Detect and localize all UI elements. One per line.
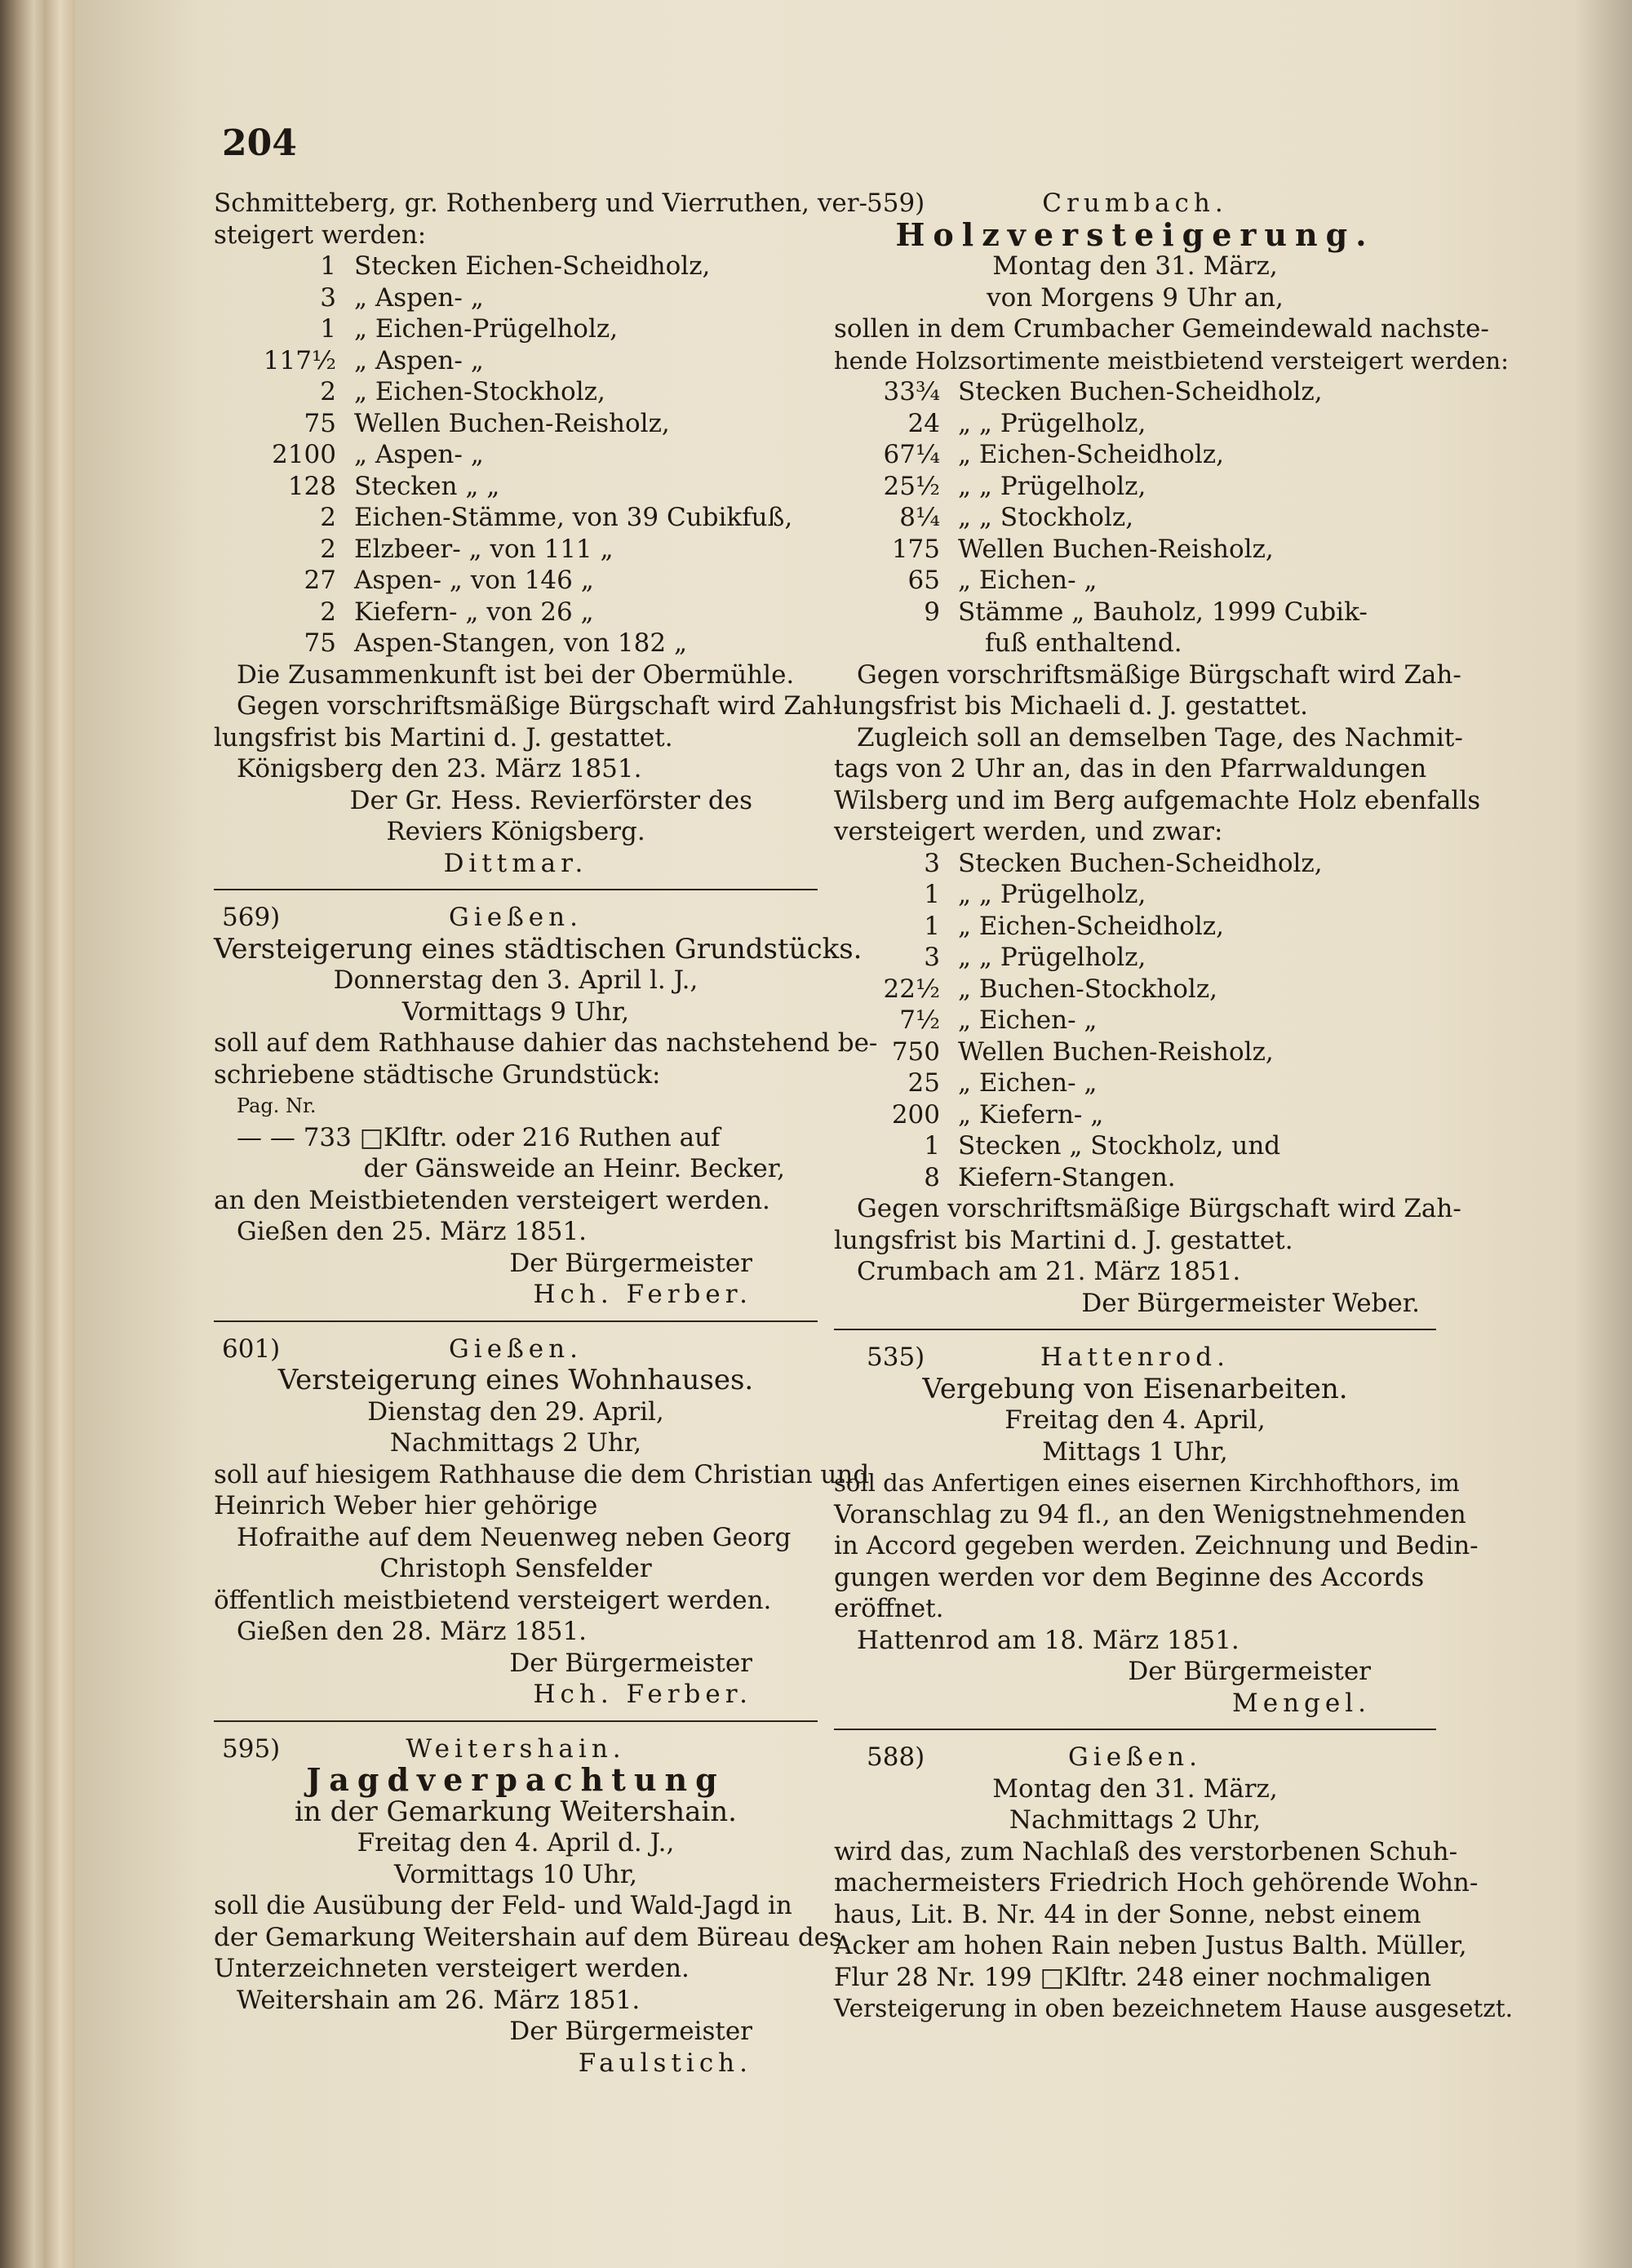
text-line: schriebene städtische Grundstück:: [214, 1059, 661, 1090]
lot-row: [834, 1099, 1436, 1131]
text-line: Zugleich soll an demselben Tage, des Nachmit-: [857, 722, 1463, 752]
divider: [214, 1720, 818, 1722]
text-line: der Gänsweide an Heinr. Becker,: [363, 1154, 785, 1183]
lot-description: Aspen-Stangen, von 182 „: [354, 628, 688, 658]
divider: [834, 1329, 1436, 1330]
text-line: Heinrich Weber hier gehörige: [214, 1491, 598, 1520]
lot-quantity: 2: [320, 377, 336, 406]
lot-row: [834, 879, 1436, 911]
lot-description: Wellen Buchen-Reisholz,: [958, 534, 1274, 564]
lot-row: [834, 408, 1436, 440]
signature-name: Hch. Ferber.: [533, 1680, 752, 1709]
text-line: soll das Anfertigen eines eisernen Kirchhofthors, im: [834, 1469, 1460, 1497]
lot-quantity: 8¼: [899, 503, 940, 532]
text-line: haus, Lit. B. Nr. 44 in der Sonne, nebst einem: [834, 1899, 1421, 1929]
text-line: Gießen den 28. März 1851.: [237, 1617, 588, 1646]
signature-line: Der Bürgermeister: [509, 1648, 752, 1678]
text-line: Gegen vorschriftsmäßige Bürgschaft wird Zah-: [857, 659, 1461, 690]
text-line: Freitag den 4. April,: [1004, 1405, 1266, 1435]
lot-row: [834, 942, 1436, 974]
left-column: [214, 188, 878, 2079]
notice-subtitle: in der Gemarkung Weitershain.: [295, 1795, 737, 1828]
notice-number: 595): [222, 1733, 281, 1764]
notice-place: Hattenrod.: [1040, 1343, 1230, 1372]
text-line: Flur 28 Nr. 199 □Klftr. 248 einer nochmaligen: [834, 1962, 1432, 1992]
lot-row: [834, 502, 1436, 534]
text-line: Montag den 31. März,: [992, 251, 1278, 281]
lot-row: [214, 597, 818, 628]
text-line: machermeisters Friedrich Hoch gehörende Wohn-: [834, 1868, 1479, 1897]
lot-row: [834, 597, 1436, 628]
text-line: Hofraithe auf dem Neuenweg neben Georg: [237, 1522, 792, 1552]
text-line: steigert werden:: [214, 220, 427, 250]
text-line: Nachmittags 2 Uhr,: [1009, 1805, 1262, 1835]
lot-description: „ Eichen-Prügelholz,: [354, 314, 619, 344]
lot-description: „ Kiefern- „: [958, 1099, 1104, 1130]
text-line: lungsfrist bis Martini d. J. gestattet.: [834, 1225, 1293, 1255]
signature-line: Reviers Königsberg.: [386, 817, 645, 846]
text-line: Gießen den 25. März 1851.: [237, 1217, 588, 1246]
text-line: sollen in dem Crumbacher Gemeindewald nachste-: [834, 314, 1489, 344]
lot-row: [834, 439, 1436, 471]
lot-list: [214, 251, 818, 659]
lot-row: [214, 345, 818, 377]
lot-quantity: 67¼: [883, 440, 940, 469]
text-line: — — 733 □Klftr. oder 216 Ruthen auf: [237, 1122, 721, 1152]
lot-description: „ Eichen- „: [958, 1005, 1098, 1035]
lot-quantity: 9: [924, 597, 940, 627]
text-line: Vormittags 9 Uhr,: [401, 996, 630, 1027]
lot-row: [834, 974, 1436, 1005]
text-line: Donnerstag den 3. April l. J.,: [333, 965, 698, 995]
lot-quantity: 750: [891, 1036, 940, 1067]
notice-569-heading: [214, 902, 818, 934]
lot-description: Stämme „ Bauholz, 1999 Cubik-: [958, 597, 1368, 627]
lot-description: Stecken „ Stockholz, und: [958, 1131, 1281, 1161]
lot-quantity: 27: [304, 566, 336, 595]
text-line: öffentlich meistbietend versteigert werden.: [214, 1585, 772, 1615]
text-line: eröffnet.: [834, 1594, 944, 1623]
lot-quantity: 75: [304, 628, 336, 658]
text-line: Freitag den 4. April d. J.,: [357, 1828, 675, 1857]
text-line: Weitershain am 26. März 1851.: [237, 1985, 641, 2015]
book-page-edges: [0, 0, 75, 2268]
lot-quantity: 2: [320, 503, 336, 532]
signature-line: Der Bürgermeister Weber.: [1081, 1288, 1420, 1318]
signature-line: Der Gr. Hess. Revierförster des: [349, 785, 752, 815]
page-shadow: [1575, 0, 1632, 2268]
divider: [834, 1729, 1436, 1730]
notice-number: 601): [222, 1334, 281, 1364]
text-line: lungsfrist bis Michaeli d. J. gestattet.: [834, 691, 1308, 721]
lot-description: „ Eichen- „: [958, 566, 1098, 595]
lot-row: [834, 1005, 1436, 1036]
lot-description: Eichen-Stämme, von 39 Cubikfuß,: [354, 503, 793, 532]
lot-description: „ Aspen- „: [354, 345, 484, 375]
lot-row: [834, 911, 1436, 943]
lot-quantity: 2: [320, 534, 336, 564]
lot-description: „ „ Stockholz,: [958, 503, 1134, 532]
text-line: fuß enthaltend.: [985, 628, 1182, 658]
text-line: Christoph Sensfelder: [379, 1554, 652, 1583]
text-line: Mittags 1 Uhr,: [1042, 1436, 1228, 1467]
lot-row: [214, 502, 818, 534]
lot-row: [834, 471, 1436, 503]
notice-place: Crumbach.: [1042, 189, 1228, 218]
lot-quantity: 75: [304, 408, 336, 438]
notice-place: Gießen.: [449, 1334, 583, 1364]
text-line: Crumbach am 21. März 1851.: [857, 1257, 1241, 1286]
notice-title: Jagdverpachtung: [306, 1761, 725, 1798]
lot-description: „ Aspen- „: [354, 440, 484, 469]
lot-description: Aspen- „ von 146 „: [354, 566, 594, 595]
lot-quantity: 8: [924, 1162, 940, 1192]
lot-list: [834, 376, 1436, 628]
text-line: Wilsberg und im Berg aufgemachte Holz ebenfalls: [834, 785, 1481, 815]
lot-row: [214, 628, 818, 659]
text-line: der Gemarkung Weitershain auf dem Büreau des: [214, 1922, 842, 1952]
text-line: versteigert werden, und zwar:: [834, 817, 1223, 846]
lot-row: [214, 282, 818, 314]
lot-description: Wellen Buchen-Reisholz,: [354, 408, 670, 438]
lot-description: „ Eichen-Scheidholz,: [958, 911, 1224, 941]
lot-description: Wellen Buchen-Reisholz,: [958, 1036, 1274, 1067]
lot-row: [834, 848, 1436, 880]
text-line: Die Zusammenkunft ist bei der Obermühle.: [237, 659, 795, 690]
lot-row: [214, 471, 818, 503]
text-line: in Accord gegeben werden. Zeichnung und Bedin-: [834, 1531, 1479, 1560]
notice-number: 588): [867, 1742, 925, 1772]
text-line: wird das, zum Nachlaß des verstorbenen Schuh-: [834, 1836, 1458, 1866]
signature-line: Der Bürgermeister: [509, 2017, 752, 2046]
lot-quantity: 200: [891, 1099, 940, 1130]
notice-title: Vergebung von Eisenarbeiten.: [922, 1372, 1348, 1405]
notice-number: 535): [867, 1343, 925, 1372]
lot-row: [834, 1162, 1436, 1194]
lot-row: [214, 376, 818, 408]
lot-quantity: 7½: [899, 1005, 940, 1035]
notice-title: Versteigerung eines Wohnhauses.: [277, 1364, 754, 1396]
text-line: hende Holzsortimente meistbietend versteigert werden:: [834, 346, 1509, 375]
lot-row: [214, 408, 818, 440]
lot-row: [834, 565, 1436, 597]
divider: [214, 889, 818, 890]
lot-description: „ „ Prügelholz,: [958, 408, 1146, 438]
text-line: Dienstag den 29. April,: [367, 1396, 664, 1427]
lot-description: Kiefern-Stangen.: [958, 1162, 1176, 1192]
lot-list: [834, 848, 1436, 1194]
text-line: tags von 2 Uhr an, das in den Pfarrwaldungen: [834, 754, 1427, 783]
lot-description: „ Eichen-Scheidholz,: [958, 440, 1224, 469]
text-line: soll auf hiesigem Rathhause die dem Christian und: [214, 1459, 870, 1489]
text-line: Vormittags 10 Uhr,: [394, 1859, 637, 1889]
lot-description: „ Eichen-Stockholz,: [354, 377, 605, 406]
text-line: Gegen vorschriftsmäßige Bürgschaft wird Zah-: [237, 691, 841, 721]
lot-description: „ „ Prügelholz,: [958, 880, 1146, 909]
signature-name: Faulstich.: [578, 2048, 752, 2078]
lot-quantity: 128: [287, 471, 336, 501]
notice-place: Gießen.: [449, 903, 583, 932]
lot-quantity: 25½: [883, 471, 940, 501]
lot-row: [834, 534, 1436, 566]
lot-description: Elzbeer- „ von 111 „: [354, 534, 614, 564]
notice-535-heading: [834, 1342, 1436, 1374]
signature-name: Mengel.: [1231, 1688, 1371, 1718]
lot-row: [834, 376, 1436, 408]
lot-quantity: 3: [924, 848, 940, 878]
lot-row: [214, 565, 818, 597]
text-line: an den Meistbietenden versteigert werden.: [214, 1185, 770, 1215]
lot-description: Stecken Buchen-Scheidholz,: [958, 848, 1323, 878]
text-line: gungen werden vor dem Beginne des Accords: [834, 1562, 1425, 1592]
text-line: Unterzeichneten versteigert werden.: [214, 1954, 690, 1983]
lot-quantity: 2: [320, 597, 336, 627]
lot-quantity: 24: [907, 408, 940, 438]
lot-description: Stecken Eichen-Scheidholz,: [354, 251, 711, 281]
lot-quantity: 3: [924, 943, 940, 972]
lot-quantity: 1: [320, 251, 336, 281]
divider: [214, 1320, 818, 1322]
lot-row: [834, 1130, 1436, 1162]
lot-row: [214, 251, 818, 282]
signature-line: Der Bürgermeister: [509, 1248, 752, 1278]
notice-place: Weitershain.: [406, 1733, 626, 1764]
lot-description: Kiefern- „ von 26 „: [354, 597, 594, 627]
lot-description: Stecken Buchen-Scheidholz,: [958, 377, 1323, 406]
lot-description: „ Aspen- „: [354, 282, 484, 313]
text-line: Königsberg den 23. März 1851.: [237, 754, 642, 783]
text-line: von Morgens 9 Uhr an,: [987, 282, 1284, 313]
signature-name: Hch. Ferber.: [533, 1280, 752, 1309]
lot-description: „ Eichen- „: [958, 1068, 1098, 1098]
notice-601-heading: [214, 1334, 818, 1365]
text-line: Voranschlag zu 94 fl., an den Wenigstnehmenden: [834, 1499, 1466, 1529]
lot-description: Stecken „ „: [354, 471, 500, 501]
text-line: Hattenrod am 18. März 1851.: [857, 1625, 1240, 1655]
lot-quantity: 1: [924, 911, 940, 941]
notice-number: 569): [222, 903, 281, 932]
lot-quantity: 3: [320, 282, 336, 313]
text-line: Acker am hohen Rain neben Justus Balth. Müller,: [834, 1931, 1467, 1960]
lot-quantity: 117½: [263, 345, 336, 375]
signature-name: Dittmar.: [443, 848, 588, 878]
notice-595-heading: [214, 1733, 818, 1765]
lot-quantity: 65: [907, 566, 940, 595]
text-line: Montag den 31. März,: [992, 1773, 1278, 1804]
lot-quantity: 1: [320, 314, 336, 344]
signature-line: Der Bürgermeister: [1128, 1657, 1371, 1686]
text-line: Nachmittags 2 Uhr,: [389, 1428, 642, 1458]
page-number: 204: [222, 122, 297, 164]
lot-quantity: 22½: [883, 974, 940, 1004]
text-line: lungsfrist bis Martini d. J. gestattet.: [214, 722, 673, 752]
lot-description: „ „ Prügelholz,: [958, 471, 1146, 501]
lot-quantity: 1: [924, 1131, 940, 1161]
lot-quantity: 33¾: [883, 377, 940, 406]
notice-559-heading: [834, 188, 1436, 220]
lot-quantity: 175: [891, 534, 940, 564]
lot-row: [214, 313, 818, 345]
notice-place: Gießen.: [1068, 1742, 1202, 1772]
lot-row: [214, 439, 818, 471]
text-line: soll auf dem Rathhause dahier das nachstehend be-: [214, 1028, 878, 1058]
text-line: soll die Ausübung der Feld- und Wald-Jagd in: [214, 1891, 792, 1920]
notice-title: Holzversteigerung.: [895, 215, 1375, 253]
lot-description: „ „ Prügelholz,: [958, 943, 1146, 972]
lot-row: [214, 534, 818, 566]
notice-588-heading: [834, 1742, 1436, 1773]
text-line: Versteigerung in oben bezeichnetem Hause ausgesetzt.: [834, 1995, 1514, 2022]
lot-row: [834, 1067, 1436, 1099]
text-line: Schmitteberg, gr. Rothenberg und Vierruthen, ver-: [214, 189, 868, 218]
lot-row: [834, 1036, 1436, 1068]
lot-quantity: 2100: [272, 440, 336, 469]
lot-quantity: 25: [907, 1068, 940, 1098]
right-column: [834, 188, 1514, 2025]
notice-number: 559): [867, 189, 925, 218]
table-header: Pag. Nr.: [237, 1094, 317, 1117]
notice-title: Versteigerung eines städtischen Grundstücks.: [214, 932, 863, 965]
text-line: Gegen vorschriftsmäßige Bürgschaft wird Zah-: [857, 1194, 1461, 1223]
lot-description: „ Buchen-Stockholz,: [958, 974, 1218, 1004]
lot-quantity: 1: [924, 880, 940, 909]
